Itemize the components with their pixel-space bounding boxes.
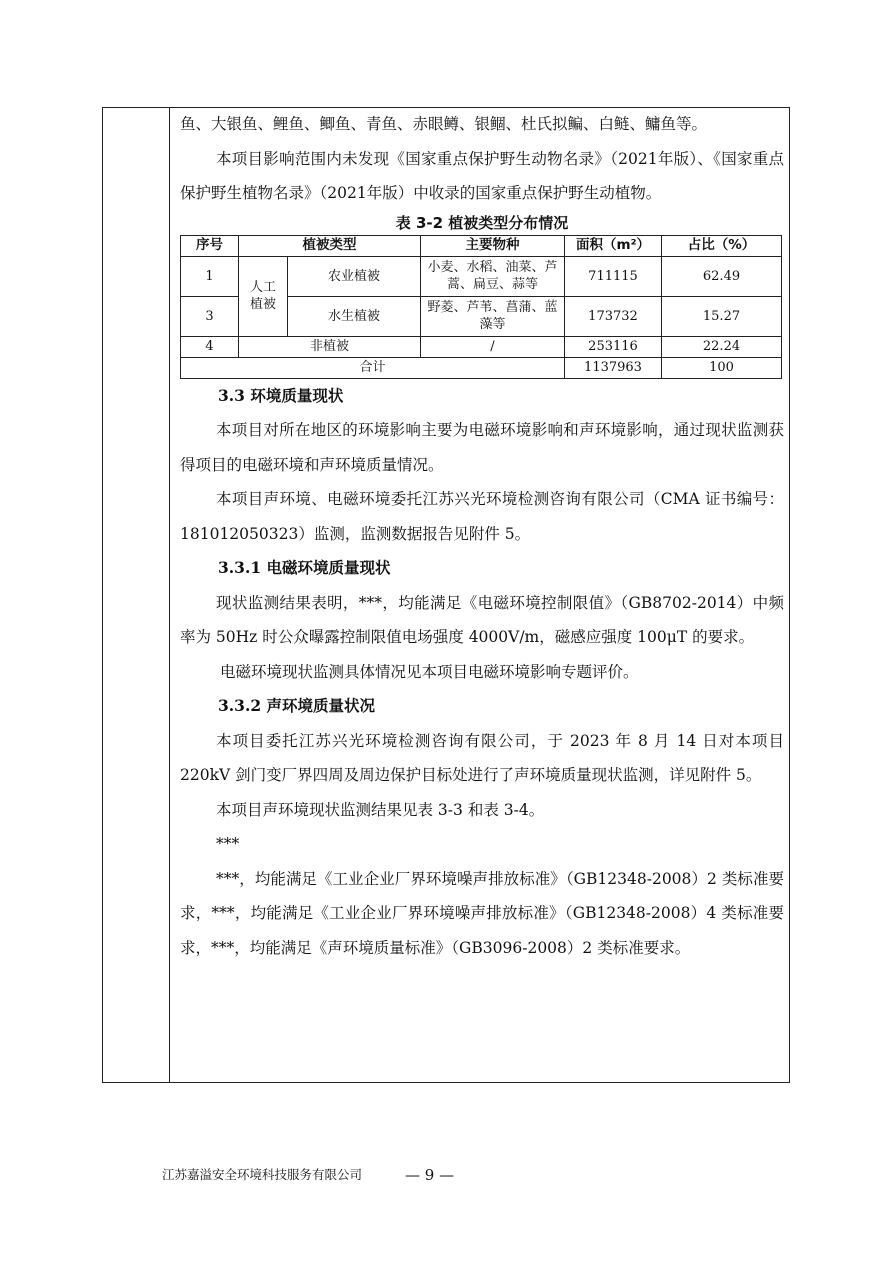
cell-type: 非植被 bbox=[239, 336, 421, 357]
redacted-placeholder: *** bbox=[216, 835, 240, 853]
footer-company: 江苏嘉溢安全环境科技服务有限公司 bbox=[162, 1167, 363, 1182]
cell-species: 小麦、水稻、油菜、芦蒿、扁豆、蒜等 bbox=[421, 256, 565, 296]
table-caption: 表 3-2 植被类型分布情况 bbox=[395, 213, 569, 232]
section-heading-3-3-1: 3.3.1 电磁环境质量现状 bbox=[218, 558, 391, 577]
section-3-3-1-paragraph: 现状监测结果表明，***，均能满足《电磁环境控制限值》（GB8702-2014）中频率为 50Hz 时公众曝露控制限值电场强度 4000V/m，磁感应强度 100μT 的要求。 bbox=[180, 593, 784, 646]
section-3-3-paragraph: 本项目声环境、电磁环境委托江苏兴光环境检测咨询有限公司（CMA 证书编号：181012050323）监测，监测数据报告见附件 5。 bbox=[180, 490, 784, 543]
main-content bbox=[180, 107, 784, 965]
cell-total-label: 合计 bbox=[181, 357, 565, 378]
section-heading-3-3: 3.3 环境质量现状 bbox=[218, 385, 344, 405]
cell-area: 711115 bbox=[565, 256, 662, 296]
cell-species: / bbox=[421, 336, 565, 357]
cell-area: 173732 bbox=[565, 296, 662, 336]
cell-pct: 62.49 bbox=[662, 256, 782, 296]
vegetation-table bbox=[180, 235, 782, 379]
fish-list-paragraph: 鱼、大银鱼、鲤鱼、鲫鱼、青鱼、赤眼鳟、银鲴、杜氏拟鳊、白鲢、鳙鱼等。 bbox=[180, 115, 708, 133]
cell-area: 253116 bbox=[565, 336, 662, 357]
section-3-3-2-paragraph: 本项目委托江苏兴光环境检测咨询有限公司，于 2023 年 8 月 14 日对本项目 220kV 剑门变厂界四周及周边保护目标处进行了声环境质量现状监测，详见附件 5。 bbox=[180, 731, 784, 784]
header-type: 植被类型 bbox=[239, 235, 421, 256]
cell-no: 1 bbox=[181, 256, 239, 296]
cell-no: 4 bbox=[181, 336, 239, 357]
cell-species: 野菱、芦苇、菖蒲、蓝藻等 bbox=[421, 296, 565, 336]
column-divider bbox=[169, 107, 170, 1083]
table-row bbox=[181, 256, 782, 296]
protected-species-paragraph: 本项目影响范围内未发现《国家重点保护野生动物名录》（2021年版）、《国家重点保护野生植物名录》（2021年版）中收录的国家重点保护野生动植物。 bbox=[180, 149, 784, 202]
cell-pct: 15.27 bbox=[662, 296, 782, 336]
page-number: — 9 — bbox=[405, 1166, 455, 1184]
cell-total-area: 1137963 bbox=[565, 357, 662, 378]
header-species: 主要物种 bbox=[421, 235, 565, 256]
section-3-3-1-paragraph: 电磁环境现状监测具体情况见本项目电磁环境影响专题评价。 bbox=[220, 662, 639, 681]
table-row bbox=[181, 336, 782, 357]
header-pct: 占比（%） bbox=[662, 235, 782, 256]
section-3-3-2-paragraph: 本项目声环境现状监测结果见表 3-3 和表 3-4。 bbox=[216, 800, 545, 819]
section-heading-3-3-2: 3.3.2 声环境质量状况 bbox=[218, 696, 376, 715]
header-area: 面积（m²） bbox=[565, 235, 662, 256]
section-3-3-2-paragraph: ***，均能满足《工业企业厂界环境噪声排放标准》（GB12348-2008）2 类标准要求，***，均能满足《工业企业厂界环境噪声排放标准》（GB12348-2008）4 类标准要求，***，均能满足《声环境质量标准》（GB3096-2008）2 类标准要求。 bbox=[180, 869, 784, 957]
cell-no: 3 bbox=[181, 296, 239, 336]
header-no: 序号 bbox=[181, 235, 239, 256]
cell-type: 水生植被 bbox=[288, 296, 421, 336]
cell-type: 农业植被 bbox=[288, 256, 421, 296]
cell-group-artificial: 人工植被 bbox=[239, 256, 288, 336]
cell-pct: 22.24 bbox=[662, 336, 782, 357]
cell-total-pct: 100 bbox=[662, 357, 782, 378]
table-total-row bbox=[181, 357, 782, 378]
table-header-row bbox=[181, 235, 782, 256]
section-3-3-paragraph: 本项目对所在地区的环境影响主要为电磁环境影响和声环境影响，通过现状监测获得项目的电磁环境和声环境质量情况。 bbox=[180, 421, 784, 474]
